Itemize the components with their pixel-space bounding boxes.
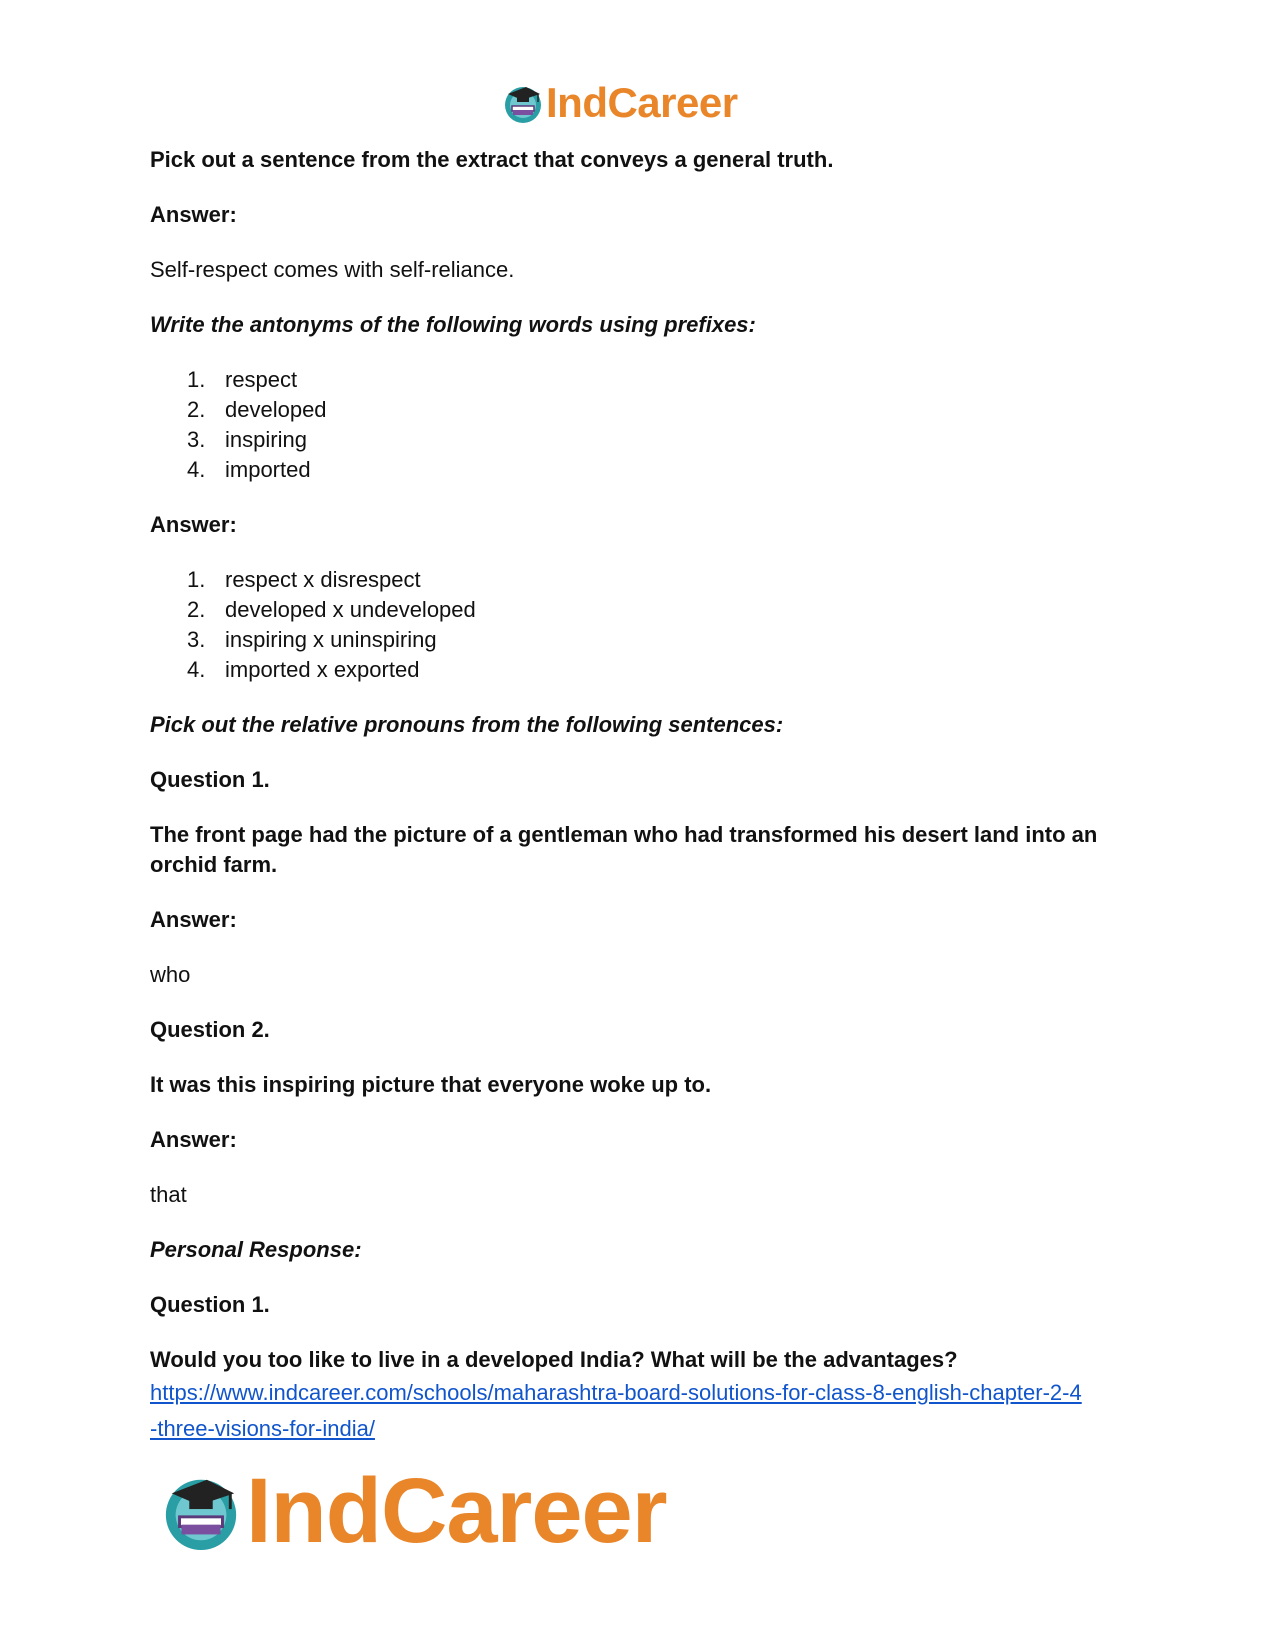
list-item: 2. developed — [187, 397, 327, 422]
list-item: 1. respect — [187, 367, 298, 392]
personal-question-1-label: Question 1. — [150, 1292, 270, 1317]
list-item: 3. inspiring x uninspiring — [187, 627, 437, 652]
footer-logo — [160, 1460, 667, 1562]
answer-label: Answer: — [150, 1127, 237, 1152]
question-general-truth: Pick out a sentence from the extract that conveys a general truth. — [150, 147, 834, 172]
answer-label: Answer: — [150, 512, 237, 537]
logo-graduation-icon — [502, 82, 544, 124]
list-item: 4. imported x exported — [187, 657, 420, 682]
antonym-answer-list — [150, 565, 1130, 685]
personal-response-heading: Personal Response: — [150, 1237, 362, 1262]
source-link-line-2[interactable]: -three-visions-for-india/ — [150, 1416, 375, 1441]
relative-pronouns-heading: Pick out the relative pronouns from the following sentences: — [150, 712, 784, 737]
question-1-text: The front page had the picture of a gentleman who had transformed his desert land into an orchid farm. — [150, 822, 1098, 877]
list-item: 3. inspiring — [187, 427, 307, 452]
list-item: 1. respect x disrespect — [187, 567, 421, 592]
list-item: 2. developed x undeveloped — [187, 597, 476, 622]
antonyms-heading: Write the antonyms of the following words using prefixes: — [150, 312, 756, 337]
answer-label: Answer: — [150, 907, 237, 932]
question-2-label: Question 2. — [150, 1017, 270, 1042]
answer-label: Answer: — [150, 202, 237, 227]
question-1-label: Question 1. — [150, 767, 270, 792]
logo-graduation-icon — [160, 1470, 242, 1552]
footer-logo-text: IndCareer — [246, 1460, 667, 1562]
question-1-answer: who — [150, 962, 191, 987]
list-item: 4. imported — [187, 457, 311, 482]
answer-general-truth: Self-respect comes with self-reliance. — [150, 257, 515, 282]
source-link[interactable] — [150, 1375, 1130, 1447]
antonym-word-list — [150, 365, 1130, 485]
header-logo — [502, 79, 738, 126]
source-link-line-1[interactable]: https://www.indcareer.com/schools/maharashtra-board-solutions-for-class-8-english-chapter-2-4 — [150, 1380, 1082, 1405]
header-logo-text: IndCareer — [546, 79, 738, 126]
question-2-answer: that — [150, 1182, 187, 1207]
question-2-text: It was this inspiring picture that everyone woke up to. — [150, 1072, 712, 1097]
document-body — [150, 145, 1130, 1447]
personal-question-1-text: Would you too like to live in a developed India? What will be the advantages? — [150, 1347, 958, 1372]
